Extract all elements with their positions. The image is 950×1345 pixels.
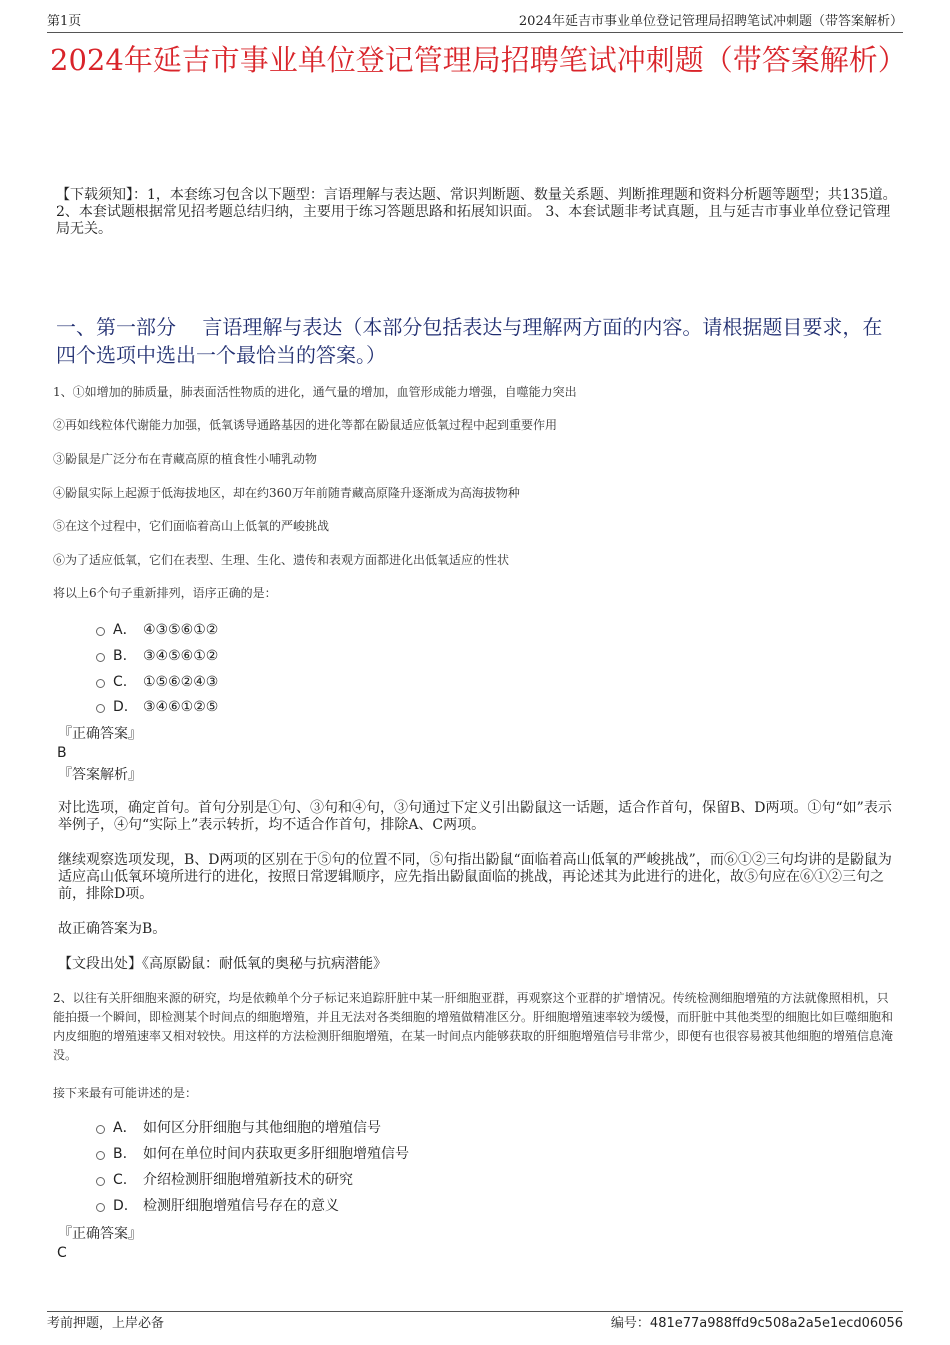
header-doc-title: 2024年延吉市事业单位登记管理局招聘笔试冲刺题（带答案解析） xyxy=(518,14,903,29)
document-title: 2024年延吉市事业单位登记管理局招聘笔试冲刺题（带答案解析） xyxy=(50,43,907,77)
q1-option-d[interactable] xyxy=(96,698,218,716)
option-text: ④③⑤⑥①② xyxy=(143,622,219,638)
option-letter: A． xyxy=(113,622,137,638)
option-text: ③④⑥①②⑤ xyxy=(143,699,219,715)
option-letter: D. xyxy=(113,699,129,715)
q1-sentence-6: ⑥为了适应低氧，它们在表型、生理、生化、遗传和表观方面都进化出低氧适应的性状 xyxy=(53,553,510,567)
q2-stem: 2、以往有关肝细胞来源的研究，均是依赖单个分子标记来追踪肝脏中某一肝细胞亚群，再观察这个亚群的扩增情况。传统检测细胞增殖的方法就像照相机，只能拍摄一个瞬间，即检测某个时间点的细胞增殖，并且无法对各类细胞的增殖做精准区分。肝细胞增殖速率较为缓慢，而肝脏中其他类型的细胞比如巨噬细胞和内皮细胞的增殖速率又相对较快。用这样的方法检测肝细胞增殖，在某一时间点内能够获取的肝细胞增殖信号非常少，即便有也很容易被其他细胞的增殖信息淹没。 xyxy=(53,991,894,1062)
option-letter: B. xyxy=(113,1146,128,1162)
radio-icon xyxy=(96,1125,105,1134)
section-title: 一、第一部分 言语理解与表达（本部分包括表达与理解两方面的内容。请根据题目要求，在四个选项中选出一个最恰当的答案。） xyxy=(56,315,883,367)
q2-prompt: 接下来最有可能讲述的是： xyxy=(53,1086,198,1100)
option-text: 如何在单位时间内获取更多肝细胞增殖信号 xyxy=(143,1146,409,1162)
footer-code-label: 编号： xyxy=(610,1316,650,1331)
q1-sentence-4: ④鼢鼠实际上起源于低海拔地区，却在约360万年前随青藏高原隆升逐渐成为高海拔物种 xyxy=(53,486,520,500)
q1-option-c[interactable] xyxy=(96,673,218,691)
q1-prompt: 将以上6个句子重新排列，语序正确的是： xyxy=(53,586,277,600)
footer-code-value: 481e77a988ffd9c508a2a5e1ecd06056 xyxy=(649,1316,903,1331)
q2-option-c[interactable] xyxy=(96,1171,353,1189)
q2-option-d[interactable] xyxy=(96,1197,339,1215)
q1-analysis-p3: 故正确答案为B。 xyxy=(58,921,167,937)
page-number: 第1页 xyxy=(47,14,82,29)
q1-analysis-label: 『答案解析』 xyxy=(58,767,142,783)
page-header xyxy=(47,12,903,33)
option-text: 如何区分肝细胞与其他细胞的增殖信号 xyxy=(143,1120,381,1136)
q1-option-a[interactable] xyxy=(96,621,218,639)
q2-option-a[interactable] xyxy=(96,1119,381,1137)
page-footer xyxy=(47,1311,903,1334)
option-letter: C. xyxy=(113,1172,128,1188)
radio-icon xyxy=(96,1151,105,1160)
q1-answer-label: 『正确答案』 xyxy=(58,726,142,742)
q1-sentence-2: ②再如线粒体代谢能力加强，低氧诱导通路基因的进化等都在鼢鼠适应低氧过程中起到重要作用 xyxy=(53,418,558,432)
option-letter: A． xyxy=(113,1120,137,1136)
q1-option-b[interactable] xyxy=(96,647,218,665)
option-text: ③④⑤⑥①② xyxy=(143,648,219,664)
q2-answer: C xyxy=(57,1245,67,1261)
q1-source: 【文段出处】《高原鼢鼠：耐低氧的奥秘与抗病潜能》 xyxy=(58,956,387,972)
q1-analysis-p2: 继续观察选项发现，B、D两项的区别在于⑤句的位置不同，⑤句指出鼢鼠“面临着高山低氧的严峻挑战”，而⑥①②三句均讲的是鼢鼠为适应高山低氧环境所进行的进化，按照日常逻辑顺序，应先指出鼢鼠面临的挑战，再论述其为此进行的进化，故⑤句应在⑥①②三句之前，排除D项。 xyxy=(58,852,892,902)
q1-answer: B xyxy=(57,745,67,761)
download-notice: 【下载须知】：1，本套练习包含以下题型：言语理解与表达题、常识判断题、数量关系题、判断推理题和资料分析题等题型；共135道。 2、本套试题根据常见招考题总结归纳，主要用于练习答题思路和拓展知识面。 3、本套试题非考试真题，且与延吉市事业单位登记管理局无关。 xyxy=(56,187,897,237)
radio-icon xyxy=(96,704,105,713)
q2-option-b[interactable] xyxy=(96,1145,409,1163)
q2-answer-label: 『正确答案』 xyxy=(58,1226,142,1242)
footer-slogan: 考前押题，上岸必备 xyxy=(47,1316,165,1331)
q1-sentence-1: 1、①如增加的肺质量，肺表面活性物质的进化，通气量的增加，血管形成能力增强，自噬能力突出 xyxy=(53,385,577,399)
option-letter: B. xyxy=(113,648,128,664)
option-text: ①⑤⑥②④③ xyxy=(143,674,219,690)
q1-sentence-3: ③鼢鼠是广泛分布在青藏高原的植食性小哺乳动物 xyxy=(53,452,318,466)
q1-sentence-5: ⑤在这个过程中，它们面临着高山上低氧的严峻挑战 xyxy=(53,519,330,533)
radio-icon xyxy=(96,1177,105,1186)
option-letter: C. xyxy=(113,674,128,690)
option-text: 检测肝细胞增殖信号存在的意义 xyxy=(143,1198,339,1214)
option-text: 介绍检测肝细胞增殖新技术的研究 xyxy=(143,1172,353,1188)
option-letter: D. xyxy=(113,1198,129,1214)
radio-icon xyxy=(96,627,105,636)
radio-icon xyxy=(96,653,105,662)
footer-code xyxy=(611,1314,903,1334)
radio-icon xyxy=(96,1203,105,1212)
q1-analysis-p1: 对比选项，确定首句。首句分别是①句、③句和④句，③句通过下定义引出鼢鼠这一话题，适合作首句，保留B、D两项。①句“如”表示举例子，④句“实际上”表示转折，均不适合作首句，排除A、C两项。 xyxy=(58,800,892,833)
radio-icon xyxy=(96,679,105,688)
